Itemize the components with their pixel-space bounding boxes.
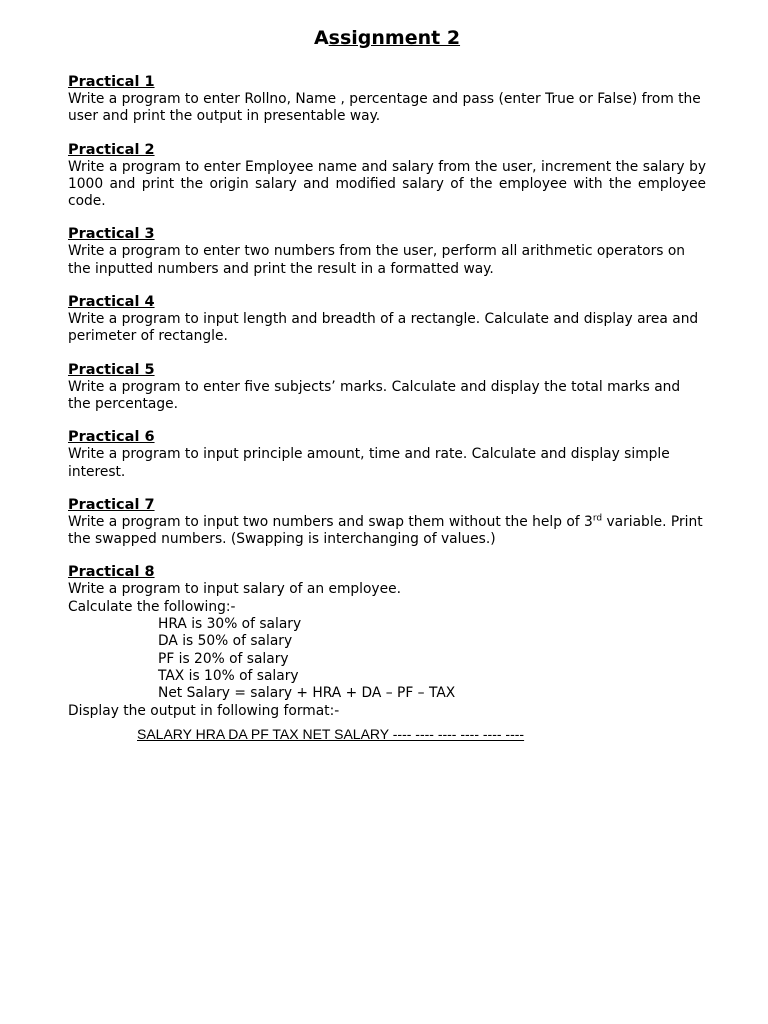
page-title-first-letter: A xyxy=(313,27,329,49)
practical-text-part: Write a program to input two numbers and swap them without the help of 3 xyxy=(68,513,593,530)
practical-4 xyxy=(68,294,706,346)
practical-heading: Practical 2 xyxy=(68,141,155,158)
formula-item: PF is 20% of salary xyxy=(158,650,289,667)
practical-5 xyxy=(68,362,706,414)
practical-heading: Practical 5 xyxy=(68,361,155,378)
formula-item: Net Salary = salary + HRA + DA – PF – TAX xyxy=(158,685,456,702)
practical-text: Write a program to input length and breadth of a rectangle. Calculate and display area and perimeter of rectangle. xyxy=(68,311,699,345)
practical-text: Write a program to input principle amount, time and rate. Calculate and display simple interest. xyxy=(68,446,670,480)
practical-text-line: Calculate the following:- xyxy=(68,598,236,615)
practical-heading: Practical 8 xyxy=(68,564,155,581)
practical-text-line: Write a program to input salary of an employee. xyxy=(68,581,401,598)
practical-text xyxy=(68,514,706,549)
practical-text: Write a program to enter two numbers from the user, perform all arithmetic operators on the inputted numbers and print the result in a formatted way. xyxy=(68,243,686,277)
practical-8 xyxy=(68,564,706,742)
practical-3 xyxy=(68,226,706,278)
practical-text: Write a program to enter Employee name and salary from the user, increment the salary by 1000 and print the origin salary and modified salary of the employee with the employee code. xyxy=(68,158,706,210)
practical-text: Write a program to enter Rollno, Name , percentage and pass (enter True or False) from the user and print the output in presentable way. xyxy=(68,91,701,125)
practical-text-line: Display the output in following format:- xyxy=(68,702,340,719)
ordinal-superscript: rd xyxy=(592,513,603,524)
formula-item: TAX is 10% of salary xyxy=(158,667,299,684)
formula-item: HRA is 30% of salary xyxy=(158,616,302,633)
practical-heading: Practical 6 xyxy=(68,429,155,446)
practical-heading: Practical 1 xyxy=(68,74,155,90)
practical-text-part: variable. Print the swapped numbers. (Swapping is interchanging of values.) xyxy=(68,513,703,548)
practical-heading: Practical 3 xyxy=(68,226,155,243)
page-title-rest: ssignment 2 xyxy=(328,27,461,49)
practical-heading: Practical 4 xyxy=(68,294,155,311)
practical-7 xyxy=(68,497,706,549)
document-page xyxy=(68,26,706,759)
formula-list xyxy=(68,616,706,702)
practical-6 xyxy=(68,429,706,481)
practical-2 xyxy=(68,142,706,211)
page-title xyxy=(68,26,706,50)
practical-1 xyxy=(68,74,706,126)
practical-heading: Practical 7 xyxy=(68,496,155,513)
practical-text: Write a program to enter five subjects’ marks. Calculate and display the total marks and the percentage. xyxy=(68,378,681,412)
output-format-line: SALARY HRA DA PF TAX NET SALARY ---- ---- ---- ---- ---- ---- xyxy=(137,725,525,742)
formula-item: DA is 50% of salary xyxy=(158,633,293,650)
